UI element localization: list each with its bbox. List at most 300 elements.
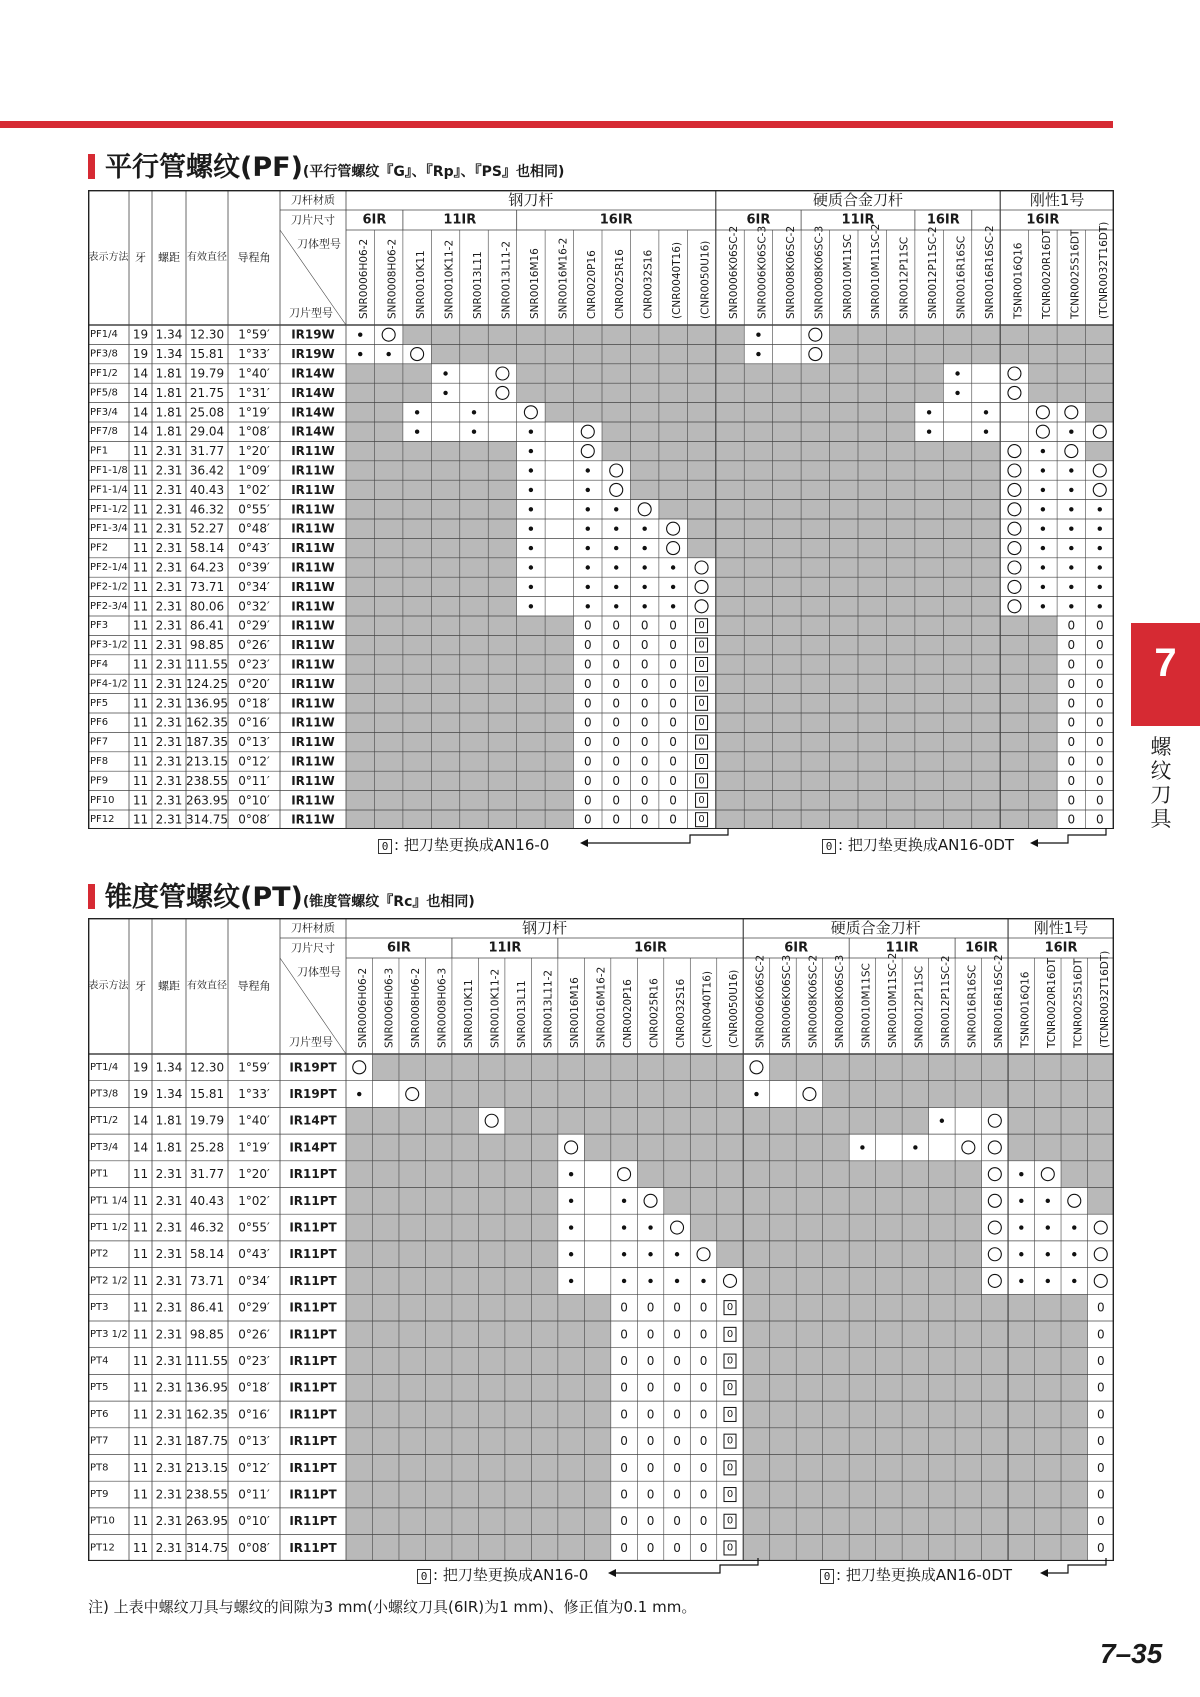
shaded-cell <box>460 616 488 635</box>
shaded-cell <box>505 1508 531 1535</box>
shaded-cell <box>770 1508 796 1535</box>
shaded-cell <box>1035 1348 1061 1375</box>
shaded-cell <box>915 752 943 771</box>
shaded-cell <box>425 1535 451 1562</box>
zero-mark: 0 <box>612 812 621 827</box>
holder-model: SNR0008H06-3 <box>436 967 449 1048</box>
shaded-cell <box>915 383 943 402</box>
shaded-cell <box>403 519 431 538</box>
cell-value: IR11W <box>291 599 335 614</box>
zero-mark: 0 <box>673 1434 681 1449</box>
shaded-cell <box>584 1481 610 1508</box>
dot-mark <box>1072 1279 1076 1283</box>
shaded-cell <box>664 1134 690 1161</box>
cell-value: 2.31 <box>155 1434 183 1449</box>
shaded-cell <box>558 1374 584 1401</box>
shaded-cell <box>637 1081 663 1108</box>
shaded-cell <box>1000 635 1028 654</box>
zero-mark: 0 <box>620 1327 628 1342</box>
title-marker <box>88 154 95 179</box>
zero-mark: 0 <box>583 812 592 827</box>
shaded-cell <box>478 1294 504 1321</box>
shaded-cell <box>346 1161 372 1188</box>
shaded-cell <box>659 325 687 344</box>
cell-value: 73.71 <box>189 579 225 594</box>
shaded-cell <box>1057 325 1085 344</box>
shaded-cell <box>488 325 516 344</box>
shaded-cell <box>630 364 658 383</box>
shaded-cell <box>915 597 943 616</box>
shaded-cell <box>943 674 971 693</box>
shaded-cell <box>955 1508 981 1535</box>
shaded-cell <box>801 713 829 732</box>
cell-value: 31.77 <box>189 444 225 459</box>
cell-value: IR14PT <box>289 1113 337 1128</box>
shaded-cell <box>687 461 715 480</box>
shaded-cell <box>460 441 488 460</box>
zero-mark: 0 <box>1067 773 1076 788</box>
shaded-cell <box>452 1374 478 1401</box>
cell-value: 0°11′ <box>238 1487 270 1502</box>
shaded-cell <box>955 1241 981 1268</box>
shaded-cell <box>886 771 914 790</box>
circle-mark <box>695 561 708 574</box>
cell-value: 314.75 <box>186 1540 228 1555</box>
shaded-cell <box>687 422 715 441</box>
shaded-cell <box>584 1454 610 1481</box>
shaded-cell <box>452 1454 478 1481</box>
shaded-cell <box>943 655 971 674</box>
shaded-cell <box>346 403 374 422</box>
dot-mark <box>586 546 590 550</box>
shaded-cell <box>716 577 744 596</box>
shaded-cell <box>770 1454 796 1481</box>
shaded-cell <box>1000 771 1028 790</box>
shaded-cell <box>399 1187 425 1214</box>
shaded-cell <box>1008 1321 1034 1348</box>
shaded-cell <box>574 364 602 383</box>
shaded-cell <box>372 1294 398 1321</box>
cell-value: 21.75 <box>189 385 225 400</box>
shaded-cell <box>346 597 374 616</box>
dot-mark <box>614 585 618 589</box>
zero-mark: 0 <box>646 1380 655 1395</box>
shaded-cell <box>876 1348 902 1375</box>
shaded-cell <box>823 1134 849 1161</box>
shaded-cell <box>716 480 744 499</box>
holder-model: SNR0006H06-2 <box>358 238 371 319</box>
zero-mark: 0 <box>646 1460 655 1475</box>
shaded-cell <box>770 1321 796 1348</box>
dot-mark <box>529 546 533 550</box>
zero-mark: 0 <box>1067 735 1076 750</box>
shaded-cell <box>558 1321 584 1348</box>
zero-mark: 0 <box>1095 715 1104 730</box>
column-header: 导程角 <box>237 979 271 993</box>
shaded-cell <box>955 1428 981 1455</box>
shaded-cell <box>403 325 431 344</box>
cell-value: 136.95 <box>186 696 228 711</box>
box-mark-digit: 0 <box>726 1382 734 1394</box>
shaded-cell <box>460 519 488 538</box>
shaded-cell <box>431 344 459 363</box>
shaded-cell <box>1000 791 1028 810</box>
shaded-cell <box>773 694 801 713</box>
shaded-cell <box>460 577 488 596</box>
shaded-cell <box>505 1454 531 1481</box>
shaded-cell <box>902 1481 928 1508</box>
dot-mark <box>622 1225 626 1229</box>
size-header: 6IR <box>387 940 411 956</box>
shaded-cell <box>478 1535 504 1562</box>
shaded-cell <box>399 1134 425 1161</box>
shaded-cell <box>915 325 943 344</box>
shaded-cell <box>915 500 943 519</box>
cell-value: 11 <box>132 735 149 750</box>
legend-box: 0 <box>417 1569 431 1584</box>
shaded-cell <box>770 1187 796 1214</box>
shaded-cell <box>531 1454 557 1481</box>
shaded-cell <box>743 1374 769 1401</box>
shaded-cell <box>858 325 886 344</box>
shaded-cell <box>488 441 516 460</box>
shaded-cell <box>488 577 516 596</box>
cell-thread: PF3-1/2 <box>90 639 128 651</box>
shaded-cell <box>830 519 858 538</box>
dot-mark <box>648 1279 652 1283</box>
cell-value: 98.85 <box>189 638 225 653</box>
shaded-cell <box>801 694 829 713</box>
shaded-cell <box>531 1187 557 1214</box>
zero-mark: 0 <box>612 618 621 633</box>
zero-mark: 0 <box>612 773 621 788</box>
size-header: 11IR <box>885 940 919 956</box>
shaded-cell <box>1035 1428 1061 1455</box>
cell-value: 0°16′ <box>238 715 270 730</box>
shaded-cell <box>431 674 459 693</box>
shaded-cell <box>478 1214 504 1241</box>
cell-thread: PT3 <box>90 1302 109 1314</box>
box-mark-digit: 0 <box>726 1515 734 1527</box>
shaded-cell <box>801 480 829 499</box>
zero-mark: 0 <box>1095 638 1104 653</box>
shaded-cell <box>505 1268 531 1295</box>
shaded-cell <box>943 771 971 790</box>
cell-thread: PF2-1/2 <box>90 581 128 593</box>
shaded-cell <box>478 1321 504 1348</box>
shaded-cell <box>915 655 943 674</box>
shaded-cell <box>717 1187 743 1214</box>
shaded-cell <box>545 655 573 674</box>
shaded-cell <box>659 422 687 441</box>
cell-value: IR11W <box>291 463 335 478</box>
dot-mark <box>642 565 646 569</box>
zero-mark: 0 <box>646 1407 655 1422</box>
cell-value: 0°23′ <box>238 657 270 672</box>
cell-thread: PT3/8 <box>90 1088 119 1100</box>
shaded-cell <box>346 1241 372 1268</box>
shaded-cell <box>886 597 914 616</box>
shaded-cell <box>346 422 374 441</box>
shaded-cell <box>773 771 801 790</box>
shaded-cell <box>1035 1401 1061 1428</box>
shaded-cell <box>1035 1321 1061 1348</box>
holder-model: SNR0012P11SC-2 <box>927 226 940 319</box>
cell-thread: PT6 <box>90 1408 109 1420</box>
shaded-cell <box>545 616 573 635</box>
cell-value: 11 <box>132 444 149 459</box>
shaded-cell <box>849 1454 875 1481</box>
cell-thread: PT4 <box>90 1355 109 1367</box>
shaded-cell <box>460 558 488 577</box>
holder-model: SNR0008K06SC-3 <box>813 225 826 319</box>
cell-thread: PT2 1/2 <box>90 1275 128 1287</box>
shaded-cell <box>972 558 1000 577</box>
shaded-cell <box>982 1054 1008 1081</box>
circle-mark <box>524 406 537 419</box>
shaded-cell <box>773 519 801 538</box>
shaded-cell <box>1008 1348 1034 1375</box>
shaded-cell <box>531 1428 557 1455</box>
shaded-cell <box>372 1187 398 1214</box>
circle-mark <box>1065 406 1078 419</box>
shaded-cell <box>1088 1107 1114 1134</box>
shaded-cell <box>1008 1535 1034 1562</box>
shaded-cell <box>558 1508 584 1535</box>
cell-value: 58.14 <box>189 541 225 556</box>
cell-value: 58.14 <box>189 1247 225 1262</box>
chapter-number: 7 <box>1154 641 1177 685</box>
dot-mark <box>1069 429 1073 433</box>
circle-mark <box>1065 445 1078 458</box>
shaded-cell <box>545 383 573 402</box>
shaded-cell <box>452 1054 478 1081</box>
cell-thread: PF8 <box>90 755 109 767</box>
pt-title-text: 锥度管螺纹(PT) <box>105 882 303 913</box>
shaded-cell <box>346 558 374 577</box>
shaded-cell <box>773 403 801 422</box>
label-bar-material: 刀杆材质 <box>291 921 335 935</box>
shaded-cell <box>372 1454 398 1481</box>
shaded-cell <box>972 325 1000 344</box>
group-header: 刚性1号 <box>1033 918 1089 937</box>
shaded-cell <box>823 1268 849 1295</box>
shaded-cell <box>744 364 772 383</box>
shaded-cell <box>858 383 886 402</box>
shaded-cell <box>929 1214 955 1241</box>
shaded-cell <box>545 364 573 383</box>
cell-value: 0°08′ <box>238 812 270 827</box>
shaded-cell <box>744 655 772 674</box>
shaded-cell <box>452 1268 478 1295</box>
cell-value: 11 <box>132 812 149 827</box>
zero-mark: 0 <box>1067 715 1076 730</box>
dot-mark <box>675 1252 679 1256</box>
cell-value: 25.28 <box>189 1140 225 1155</box>
shaded-cell <box>972 791 1000 810</box>
shaded-cell <box>403 480 431 499</box>
shaded-cell <box>823 1214 849 1241</box>
shaded-cell <box>716 519 744 538</box>
dot-mark <box>586 526 590 530</box>
shaded-cell <box>943 558 971 577</box>
shaded-cell <box>531 1508 557 1535</box>
cell-value: 1°02′ <box>238 1193 270 1208</box>
shaded-cell <box>876 1508 902 1535</box>
shaded-cell <box>460 752 488 771</box>
shaded-cell <box>716 364 744 383</box>
shaded-cell <box>372 1428 398 1455</box>
zero-mark: 0 <box>620 1434 628 1449</box>
holder-model: SNR0012P11SC <box>913 965 926 1048</box>
shaded-cell <box>478 1348 504 1375</box>
cell-value: IR14PT <box>289 1140 337 1155</box>
shaded-cell <box>801 810 829 829</box>
shaded-cell <box>830 364 858 383</box>
shaded-cell <box>690 1161 716 1188</box>
shaded-cell <box>943 480 971 499</box>
box-mark-digit: 0 <box>726 1542 734 1554</box>
shaded-cell <box>886 694 914 713</box>
shaded-cell <box>744 752 772 771</box>
shaded-cell <box>955 1481 981 1508</box>
shaded-cell <box>372 1161 398 1188</box>
dot-mark <box>984 429 988 433</box>
cell-value: 1°19′ <box>238 405 270 420</box>
shaded-cell <box>531 1374 557 1401</box>
shaded-cell <box>943 713 971 732</box>
shaded-cell <box>858 519 886 538</box>
chapter-tab[interactable] <box>1131 623 1200 726</box>
cell-value: 11 <box>132 715 149 730</box>
shaded-cell <box>399 1535 425 1562</box>
shaded-cell <box>517 635 545 654</box>
shaded-cell <box>1035 1054 1061 1081</box>
shaded-cell <box>796 1321 822 1348</box>
cell-value: 11 <box>132 657 149 672</box>
shaded-cell <box>1029 771 1057 790</box>
dot-mark <box>529 507 533 511</box>
cell-value: 1.81 <box>155 366 183 381</box>
cell-value: 187.35 <box>186 735 228 750</box>
zero-mark: 0 <box>1095 676 1104 691</box>
shaded-cell <box>929 1454 955 1481</box>
shaded-cell <box>915 577 943 596</box>
shaded-cell <box>902 1508 928 1535</box>
shaded-cell <box>858 538 886 557</box>
zero-mark: 0 <box>1096 1407 1105 1422</box>
shaded-cell <box>1035 1107 1061 1134</box>
shaded-cell <box>773 616 801 635</box>
shaded-cell <box>972 344 1000 363</box>
cell-value: 11 <box>132 676 149 691</box>
shaded-cell <box>823 1401 849 1428</box>
circle-mark <box>1094 1274 1107 1287</box>
shaded-cell <box>346 635 374 654</box>
dot-mark <box>1072 1252 1076 1256</box>
shaded-cell <box>823 1508 849 1535</box>
shaded-cell <box>943 577 971 596</box>
dot-mark <box>415 410 419 414</box>
dot-mark <box>586 468 590 472</box>
zero-mark: 0 <box>699 1434 708 1449</box>
shaded-cell <box>886 791 914 810</box>
shaded-cell <box>770 1241 796 1268</box>
cell-value: IR11W <box>291 657 335 672</box>
shaded-cell <box>374 441 402 460</box>
cell-thread: PF2 <box>90 542 109 554</box>
shaded-cell <box>955 1294 981 1321</box>
shaded-cell <box>858 694 886 713</box>
shaded-cell <box>717 1134 743 1161</box>
shaded-cell <box>902 1054 928 1081</box>
shaded-cell <box>849 1187 875 1214</box>
shaded-cell <box>403 771 431 790</box>
shaded-cell <box>915 810 943 829</box>
cell-value: 2.31 <box>155 1487 183 1502</box>
shaded-cell <box>558 1454 584 1481</box>
holder-model: SNR0008H06-2 <box>410 967 423 1048</box>
shaded-cell <box>823 1321 849 1348</box>
dot-mark <box>357 1092 361 1096</box>
shaded-cell <box>374 364 402 383</box>
cell-value: 2.31 <box>155 521 183 536</box>
shaded-cell <box>1008 1481 1034 1508</box>
shaded-cell <box>431 616 459 635</box>
holder-model: SNR0006K06SC-2 <box>727 225 740 319</box>
dot-mark <box>1069 468 1073 472</box>
cell-value: 1°09′ <box>238 463 270 478</box>
dot-mark <box>1041 507 1045 511</box>
zero-mark: 0 <box>1095 793 1104 808</box>
shaded-cell <box>488 597 516 616</box>
shaded-cell <box>460 635 488 654</box>
cell-value: 98.85 <box>189 1327 225 1342</box>
cell-value: 46.32 <box>189 502 225 517</box>
shaded-cell <box>830 694 858 713</box>
cell-value: 11 <box>132 618 149 633</box>
circle-mark <box>1008 542 1021 555</box>
holder-model: CNR0032S16 <box>675 978 688 1048</box>
circle-mark <box>1008 464 1021 477</box>
shaded-cell <box>452 1187 478 1214</box>
cell-value: 11 <box>132 773 149 788</box>
shaded-cell <box>1029 616 1057 635</box>
shaded-cell <box>744 383 772 402</box>
cell-value: IR11PT <box>289 1407 337 1422</box>
shaded-cell <box>823 1454 849 1481</box>
shaded-cell <box>876 1107 902 1134</box>
shaded-cell <box>425 1081 451 1108</box>
shaded-cell <box>531 1348 557 1375</box>
shaded-cell <box>744 519 772 538</box>
shaded-cell <box>637 1161 663 1188</box>
shaded-cell <box>770 1161 796 1188</box>
zero-mark: 0 <box>646 1327 655 1342</box>
holder-model: SNR0012P11SC <box>898 236 911 319</box>
shaded-cell <box>886 383 914 402</box>
cell-thread: PF1 <box>90 445 109 457</box>
dot-mark <box>586 488 590 492</box>
circle-mark <box>697 1248 710 1261</box>
shaded-cell <box>982 1321 1008 1348</box>
size-header: 6IR <box>784 940 809 956</box>
circle-mark <box>1008 522 1021 535</box>
holder-model: SNR0006H06-2 <box>357 967 370 1048</box>
zero-mark: 0 <box>1067 696 1076 711</box>
zero-mark: 0 <box>620 1460 628 1475</box>
zero-mark: 0 <box>669 793 677 808</box>
